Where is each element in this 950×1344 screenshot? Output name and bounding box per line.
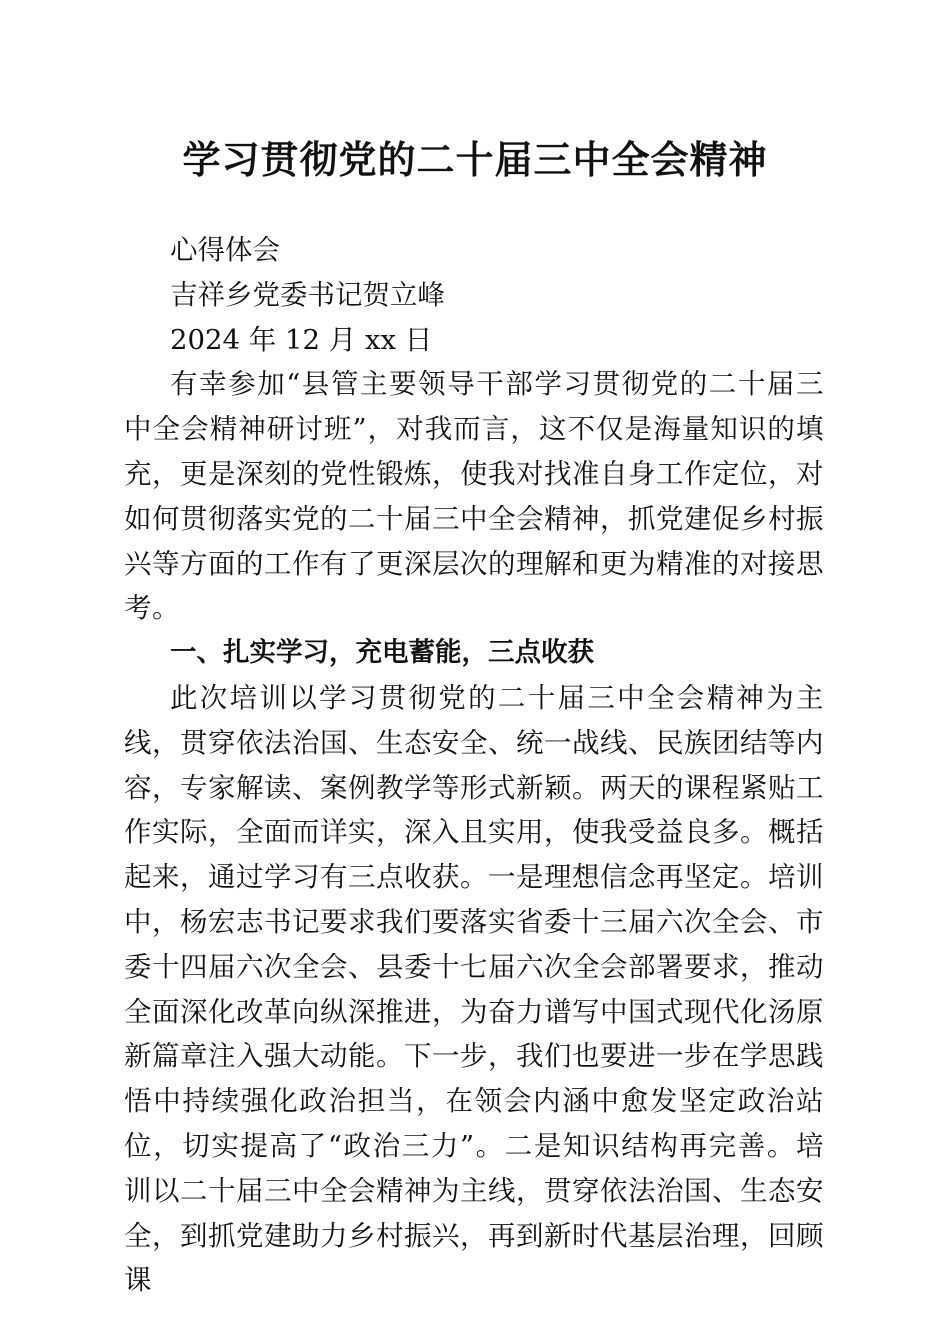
intro-paragraph: 有幸参加“县管主要领导干部学习贯彻党的二十届三中全会精神研讨班”，对我而言，这不仅是海量知识的填充，更是深刻的党性锻炼，使我对找准自身工作定位，对如何贯彻落实党的二十届三中全会精神，抓党建促乡村振兴等方面的工作有了更深层次的理解和更为精准的对接思考。	[124, 368, 824, 625]
document-title: 学习贯彻党的二十届三中全会精神	[182, 138, 768, 182]
document-author: 吉祥乡党委书记贺立峰	[170, 278, 445, 311]
section-paragraph: 此次培训以学习贯彻党的二十届三中全会精神为主线，贯穿依法治国、生态安全、统一战线、民族团结等内容，专家解读、案例教学等形式新颖。两天的课程紧贴工作实际，全面而详实，深入且实用，使我受益良多。概括起来，通过学习有三点收获。一是理想信念再坚定。培训中，杨宏志书记要求我们要落实省委十三届六次全会、市委十四届六次全会、县委十七届六次全会部署要求，推动全面深化改革向纵深推进，为奋力谱写中国式现代化汤原新篇章注入强大动能。下一步，我们也要进一步在学思践悟中持续强化政治担当，在领会内涵中愈发坚定政治站位，切实提高了“政治三力”。二是知识结构再完善。培训以二十届三中全会精神为主线，贯穿依法治国、生态安全，到抓党建助力乡村振兴，再到新时代基层治理，回顾课	[124, 681, 824, 1297]
section-heading: 一、扎实学习，充电蓄能，三点收获	[170, 637, 594, 669]
document-subtitle: 心得体会	[170, 234, 280, 266]
document-body	[124, 228, 824, 1303]
document-date: 2024 年 12 月 xx 日	[170, 323, 433, 356]
